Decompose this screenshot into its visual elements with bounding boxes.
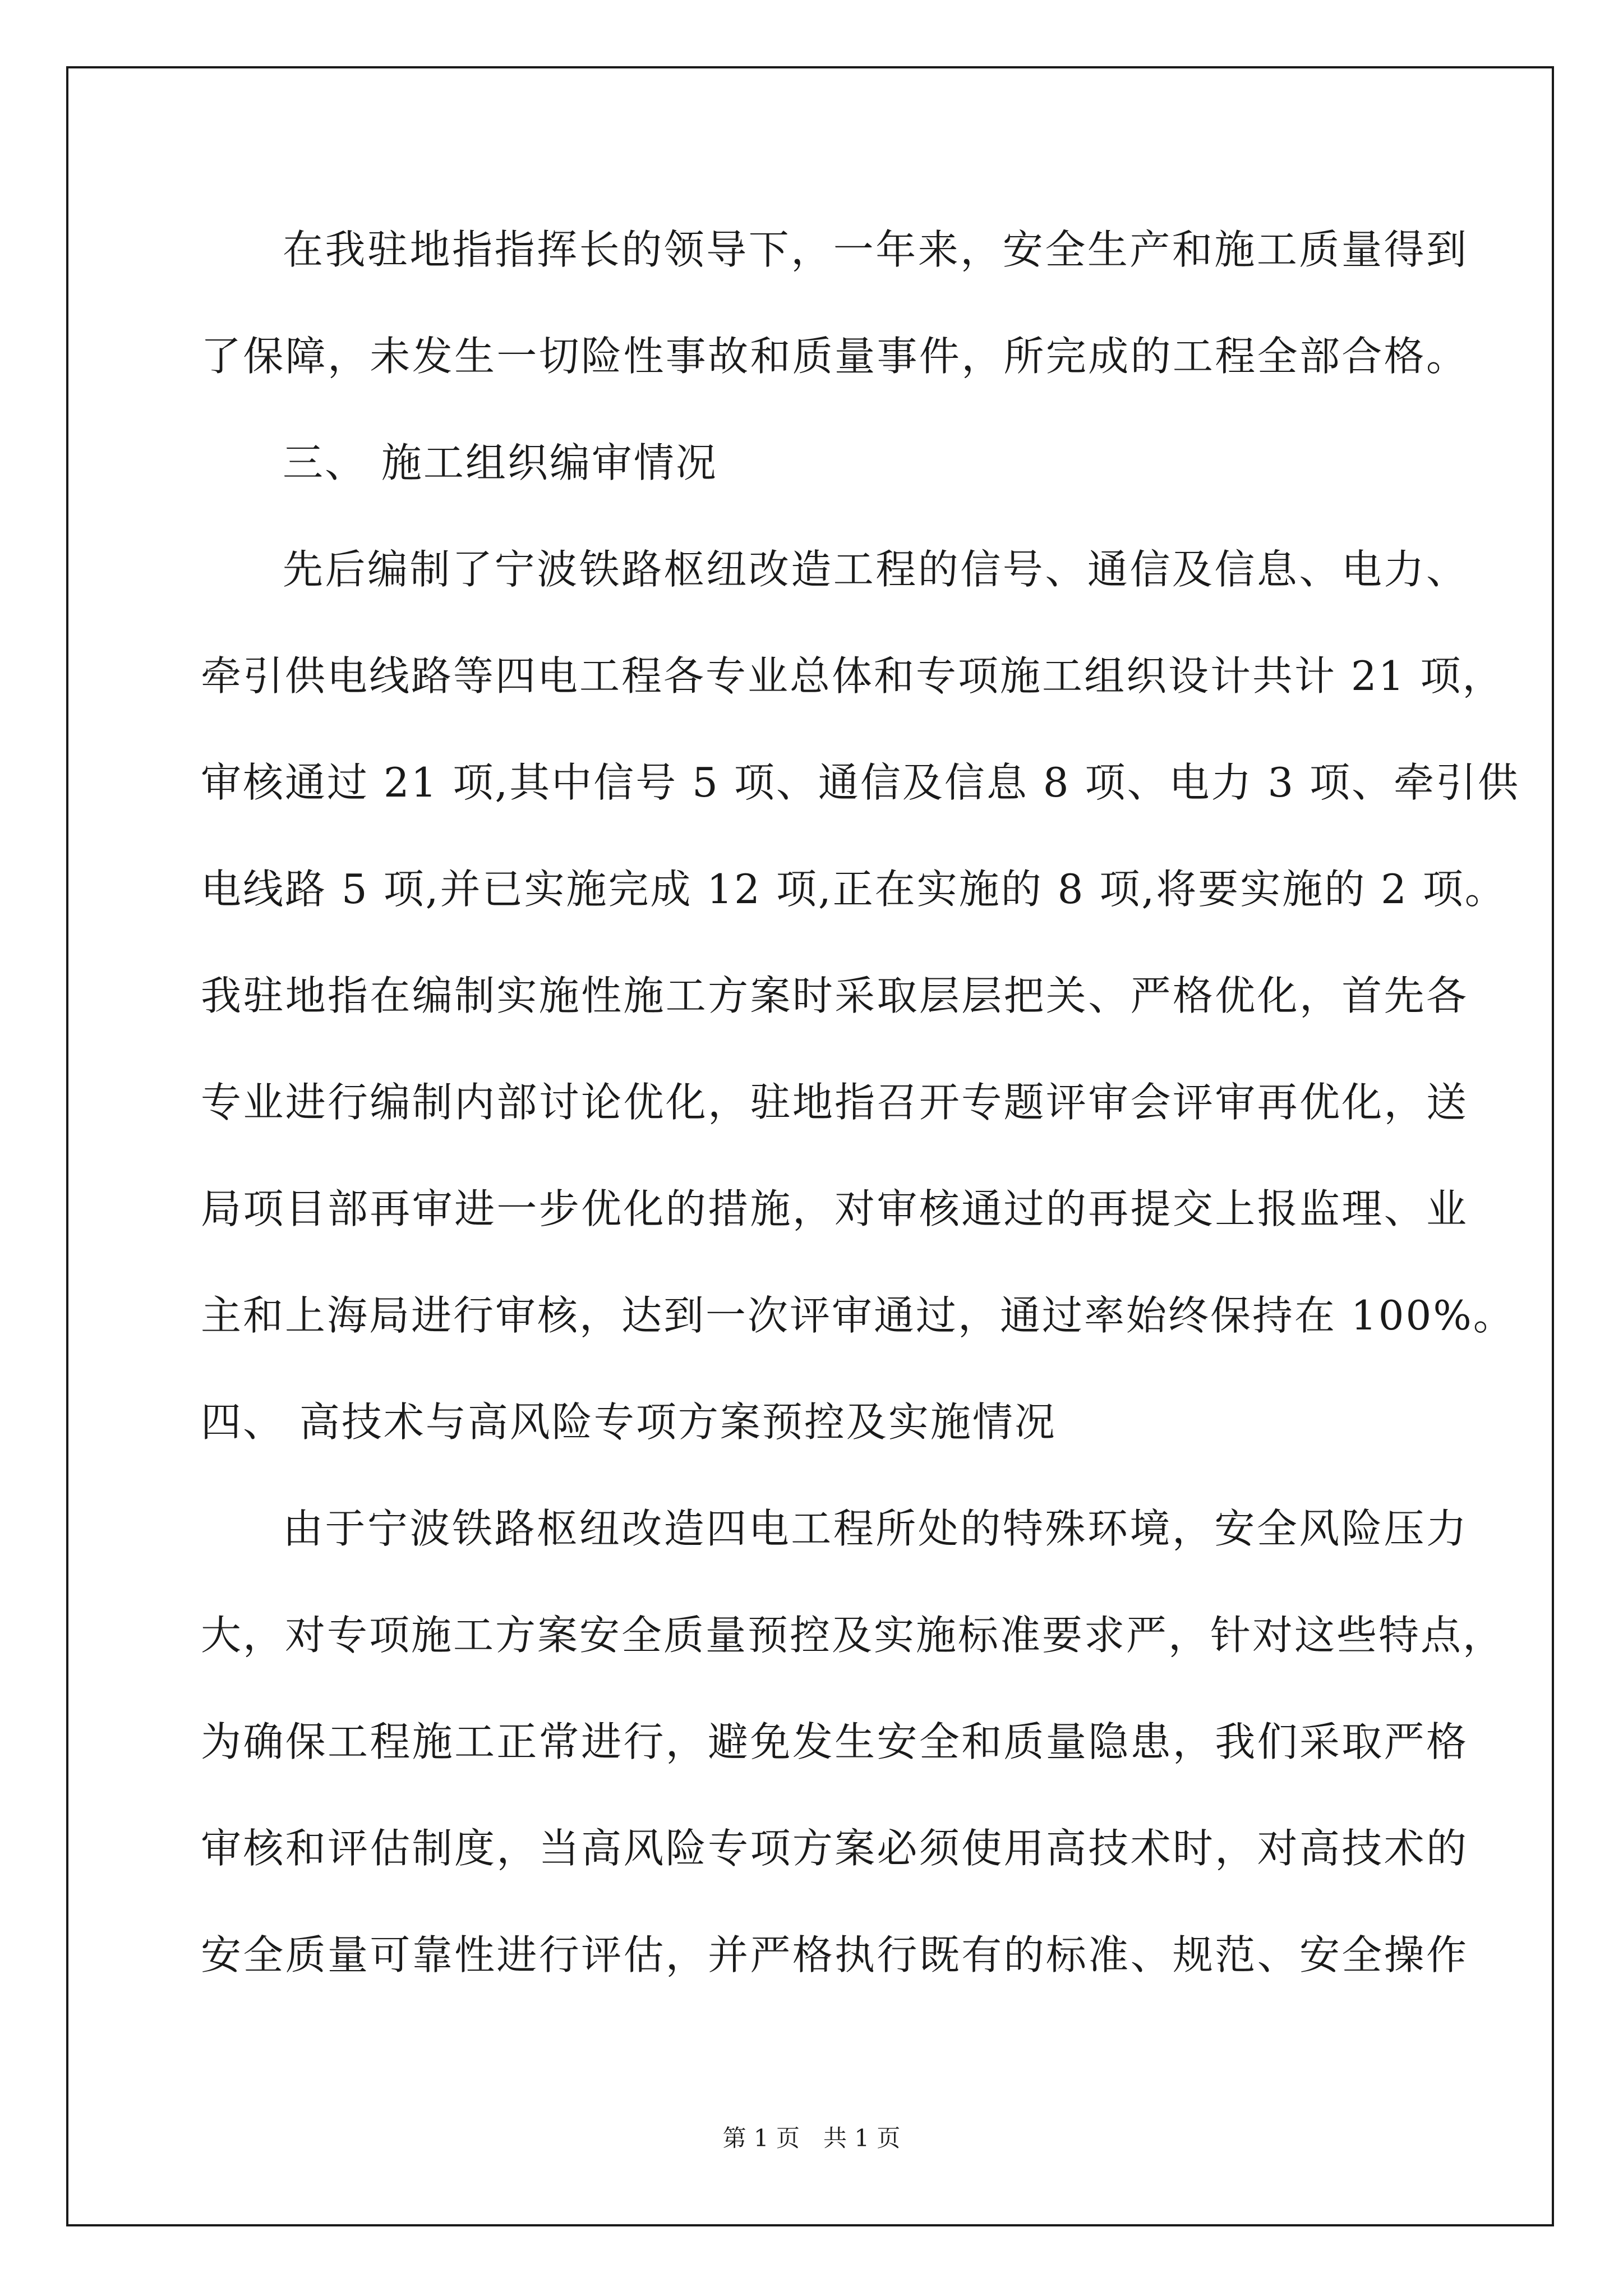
paragraph-3-line-5: 安全质量可靠性进行评估，并严格执行既有的标准、规范、安全操作 [201, 1931, 1468, 1978]
paragraph-1-line-2: 了保障，未发生一切险性事故和质量事件，所完成的工程全部合格。 [201, 333, 1468, 380]
paragraph-3-line-3: 为确保工程施工正常进行，避免发生安全和质量隐患，我们采取严格 [201, 1718, 1468, 1765]
paragraph-3-line-1: 由于宁波铁路枢纽改造四电工程所处的特殊环境，安全风险压力 [283, 1505, 1468, 1552]
paragraph-2-line-1: 先后编制了宁波铁路枢纽改造工程的信号、通信及信息、电力、 [283, 546, 1468, 593]
paragraph-2-line-4: 电线路 5 项,并已实施完成 12 项,正在实施的 8 项,将要实施的 2 项。 [201, 866, 1507, 913]
paragraph-2-line-3: 审核通过 21 项,其中信号 5 项、通信及信息 8 项、电力 3 项、牵引供 [201, 759, 1520, 806]
section-heading-3: 三、 施工组织编审情况 [283, 439, 718, 486]
paragraph-2-line-7: 局项目部再审进一步优化的措施，对审核通过的再提交上报监理、业 [201, 1185, 1468, 1232]
paragraph-3-line-2: 大，对专项施工方案安全质量预控及实施标准要求严，针对这些特点， [201, 1612, 1505, 1659]
page-footer: 第 1 页 共 1 页 [722, 2124, 901, 2152]
paragraph-3-line-4: 审核和评估制度，当高风险专项方案必须使用高技术时，对高技术的 [201, 1825, 1468, 1872]
paragraph-2-line-8: 主和上海局进行审核，达到一次评审通过，通过率始终保持在 100%。 [201, 1292, 1515, 1339]
paragraph-2-line-5: 我驻地指在编制实施性施工方案时采取层层把关、严格优化，首先各 [201, 972, 1468, 1019]
paragraph-2-line-6: 专业进行编制内部讨论优化，驻地指召开专题评审会评审再优化，送 [201, 1079, 1468, 1126]
section-heading-4: 四、 高技术与高风险专项方案预控及实施情况 [201, 1398, 1057, 1446]
page-border [66, 66, 1554, 2226]
paragraph-1-line-1: 在我驻地指指挥长的领导下，一年来，安全生产和施工质量得到 [283, 226, 1468, 273]
paragraph-2-line-2: 牵引供电线路等四电工程各专业总体和专项施工组织设计共计 21 项， [201, 652, 1505, 700]
